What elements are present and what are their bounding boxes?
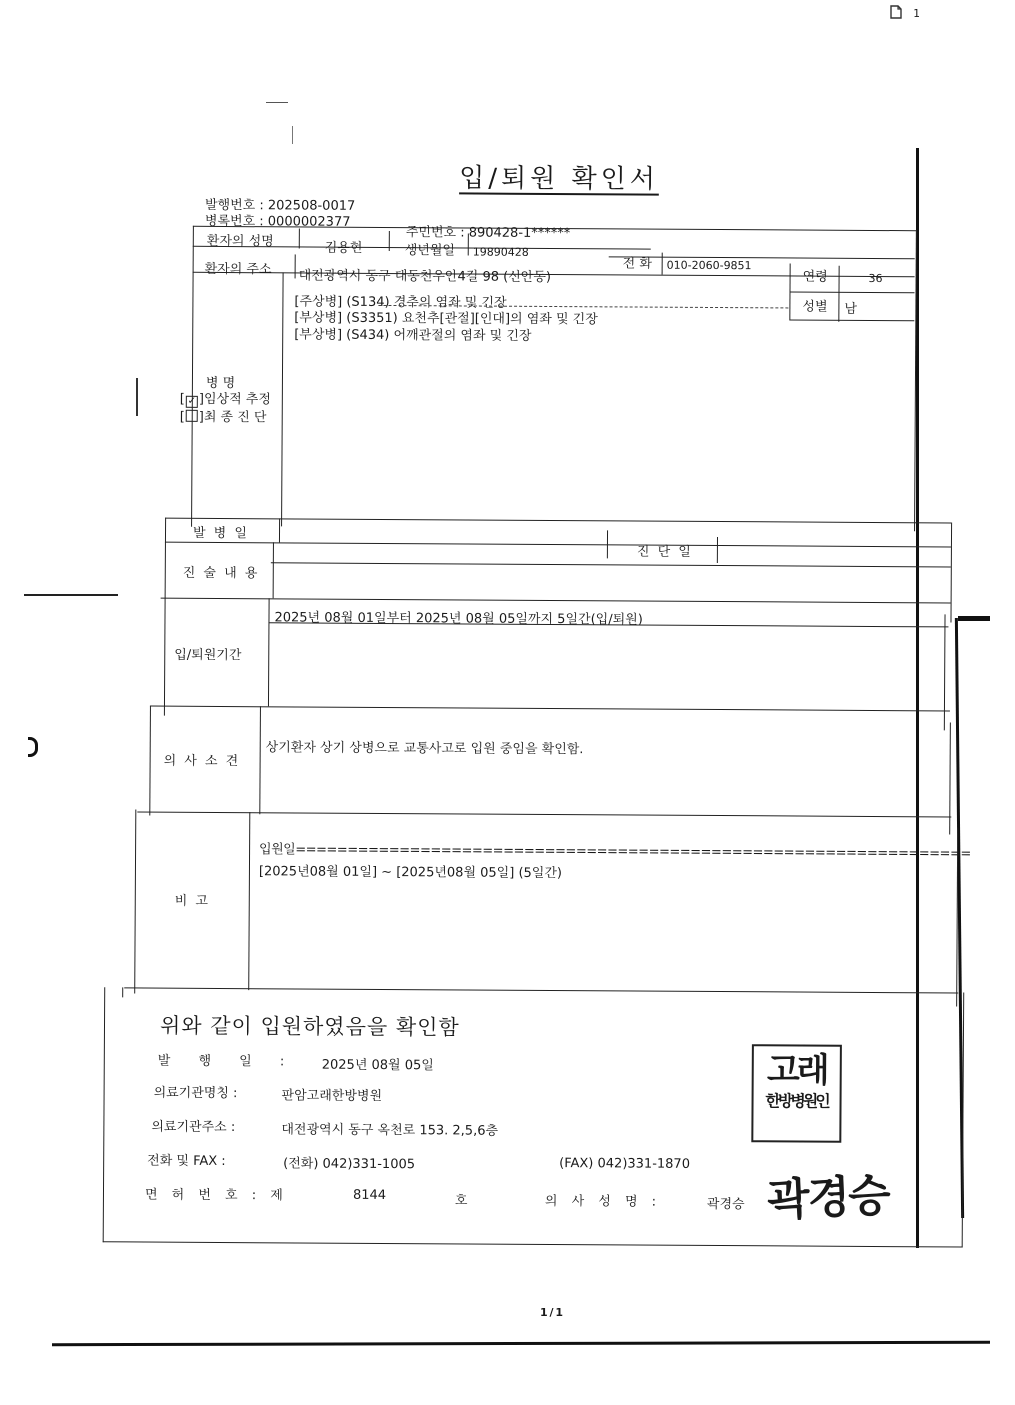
address-label: 환자의 주소 bbox=[204, 261, 272, 278]
diag-date-label: 진 단 일 bbox=[636, 544, 693, 560]
doctor-label: 의 사 성 명 : bbox=[544, 1193, 662, 1210]
tel-number: (전화) 042)331-1005 bbox=[283, 1156, 416, 1173]
onset-label: 발 병 일 bbox=[192, 525, 250, 542]
remarks-line-2: [2025년08월 01일] ~ [2025년08월 05일] (5일간) bbox=[258, 864, 563, 882]
issue-date-label: 발 행 일 : bbox=[157, 1053, 297, 1070]
remarks-label: 비 고 bbox=[174, 893, 211, 909]
document-title: 입/퇴원 확인서 bbox=[459, 163, 660, 195]
patient-sex: 남 bbox=[844, 301, 858, 317]
license-label: 면 허 번 호 : 제 bbox=[144, 1187, 288, 1204]
sex-label: 성별 bbox=[802, 299, 828, 315]
phone-label: 전 화 bbox=[622, 256, 652, 272]
diagnosis-label: 병 명 bbox=[205, 375, 236, 392]
issue-date: 2025년 08월 05일 bbox=[321, 1057, 434, 1074]
diag-line-1: [주상병] (S134) 경추의 염좌 및 긴장 bbox=[294, 294, 507, 311]
opt-final-label: 최 종 진 단 bbox=[203, 409, 267, 426]
period-label: 입/퇴원기간 bbox=[174, 647, 242, 664]
issue-number: 발행번호 : 202508-0017 bbox=[204, 197, 356, 214]
birth-label: 생년월일 bbox=[404, 243, 456, 259]
phone-number: 010-2060-9851 bbox=[666, 258, 752, 273]
license-suffix: 호 bbox=[454, 1193, 468, 1209]
statement-label: 진 술 내 용 bbox=[182, 565, 260, 582]
record-number: 병록번호 : 0000002377 bbox=[204, 213, 351, 230]
opt-final[interactable]: [ ]최 종 진 단 bbox=[179, 409, 267, 426]
patient-age: 36 bbox=[868, 271, 883, 286]
fax-number: (FAX) 042)331-1870 bbox=[559, 1156, 691, 1172]
diag-line-3: [부상병] (S434) 어깨관절의 염좌 및 긴장 bbox=[294, 327, 532, 344]
final-checkbox[interactable] bbox=[186, 410, 198, 422]
diag-line-2: [부상병] (S3351) 요천추[관절][인대]의 염좌 및 긴장 bbox=[294, 310, 598, 328]
remarks-line-1: 입원일================================================================= bbox=[259, 842, 971, 862]
opinion-label: 의 사 소 견 bbox=[163, 753, 241, 770]
inst-addr-label: 의료기관주소 : bbox=[151, 1119, 236, 1136]
inst-name: 판암고래한방병원 bbox=[281, 1088, 383, 1104]
opinion-text: 상기환자 상기 상병으로 교통사고로 입원 중임을 확인함. bbox=[265, 740, 584, 758]
age-label: 연령 bbox=[802, 269, 828, 285]
name-label: 환자의 성명 bbox=[206, 233, 274, 250]
tel-label: 전화 및 FAX : bbox=[147, 1153, 226, 1170]
inst-addr: 대전광역시 동구 옥천로 153. 2,5,6층 bbox=[281, 1122, 499, 1139]
hospital-seal bbox=[751, 1044, 842, 1143]
resident-number: 주민번호 : 890428-1****** bbox=[405, 225, 571, 242]
opt-clinical-label: 임상적 추정 bbox=[203, 391, 271, 408]
page-count: 1 / 1 bbox=[540, 1306, 562, 1319]
license-number: 8144 bbox=[352, 1187, 387, 1204]
confirm-text: 위와 같이 입원하였음을 확인함 bbox=[159, 1013, 460, 1040]
patient-name: 김용현 bbox=[324, 240, 363, 256]
seal-sub-text: 한방병원인 bbox=[765, 1091, 828, 1111]
birth-date: 19890428 bbox=[472, 245, 529, 259]
clinical-checkbox[interactable]: ✓ bbox=[187, 395, 197, 407]
opt-clinical[interactable]: [ ✓ ]임상적 추정 bbox=[179, 391, 271, 408]
page-number: 1 bbox=[913, 7, 920, 20]
doctor-signature: 곽경승 bbox=[766, 1169, 890, 1227]
patient-address: 대전광역시 동구 대동천우안4길 98 (신안동) bbox=[298, 268, 552, 285]
period-text: 2025년 08월 01일부터 2025년 08월 05일까지 5일간(입/퇴원) bbox=[274, 610, 643, 628]
seal-main-text: 고래 bbox=[766, 1050, 827, 1091]
inst-name-label: 의료기관명칭 : bbox=[153, 1085, 238, 1102]
doctor-name: 곽경승 bbox=[706, 1196, 745, 1213]
